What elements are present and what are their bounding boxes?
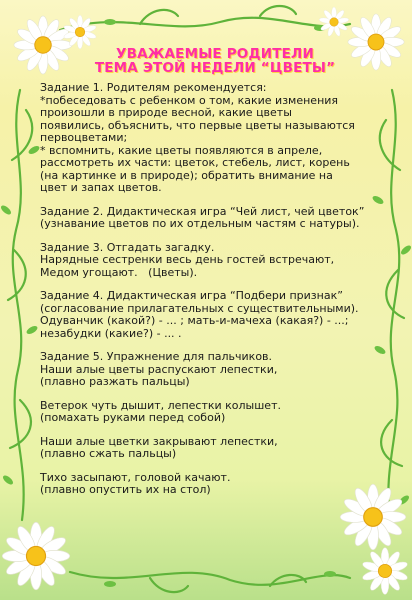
text-line: Медом угощают. (Цветы). xyxy=(40,265,198,279)
title-line-1: УВАЖАЕМЫЕ РОДИТЕЛИ xyxy=(116,46,314,62)
text-line: Наши алые цветы распускают лепестки, xyxy=(40,362,278,376)
text-line: Задание 1. Родителям рекомендуется: xyxy=(40,81,267,94)
text-line: (помахать руками перед собой) xyxy=(40,411,226,424)
title-line-2: ТЕМА ЭТОЙ НЕДЕЛИ “ЦВЕТЫ” xyxy=(94,60,336,76)
text-line: Тихо засыпают, головой качают. xyxy=(40,470,231,484)
assignment-text xyxy=(40,82,390,497)
text-line: Задание 5. Упражнение для пальчиков. xyxy=(40,350,273,363)
text-line: Задание 3. Отгадать загадку. xyxy=(40,240,215,254)
text-line: (на картинке и в природе); обратить внимание на xyxy=(40,168,333,182)
text-line: первоцветами; xyxy=(40,131,128,144)
text-line: Задание 4. Дидактическая игра “Подбери признак” xyxy=(40,289,343,302)
daisy-top-right-small-icon xyxy=(318,6,350,38)
text-line: (плавно опустить их на стол) xyxy=(40,483,211,496)
text-line: (плавно сжать пальцы) xyxy=(40,447,177,460)
text-line: (согласование прилагательных с существительными). xyxy=(40,301,359,315)
text-line: Нарядные сестренки весь день гостей встречают, xyxy=(40,253,335,266)
text-line: появились, объяснить, что первые цветы называются xyxy=(40,118,355,132)
paragraph-gap xyxy=(40,461,390,472)
page-title xyxy=(40,47,390,75)
text-line: Задание 2. Дидактическая игра “Чей лист, чей цветок” xyxy=(40,204,365,218)
text-line: *побеседовать с ребенком о том, какие изменения xyxy=(40,93,339,107)
paragraph-gap xyxy=(40,389,390,400)
text-line: Наши алые цветки закрывают лепестки, xyxy=(40,434,278,448)
text-line: * вспомнить, какие цветы появляются в апреле, xyxy=(40,143,323,157)
paragraph-gap xyxy=(40,425,390,436)
text-line: Ветерок чуть дышит, лепестки колышет. xyxy=(40,398,281,412)
notice-sheet xyxy=(40,40,390,560)
text-line: (плавно разжать пальцы) xyxy=(40,375,190,388)
text-line: произошли в природе весной, какие цветы xyxy=(40,106,292,119)
text-line: незабудки (какие?) - ... . xyxy=(40,326,182,340)
paragraph-gap xyxy=(40,195,390,206)
text-line: Одуванчик (какой?) - ... ; мать-и-мачеха (какая?) - ...; xyxy=(40,314,349,327)
paragraph-gap xyxy=(40,231,390,242)
text-line: рассмотреть их части: цветок, стебель, лист, корень xyxy=(40,156,350,169)
text-line: цвет и запах цветов. xyxy=(40,181,162,194)
text-line: (узнавание цветов по их отдельным частям с натуры). xyxy=(40,217,360,230)
